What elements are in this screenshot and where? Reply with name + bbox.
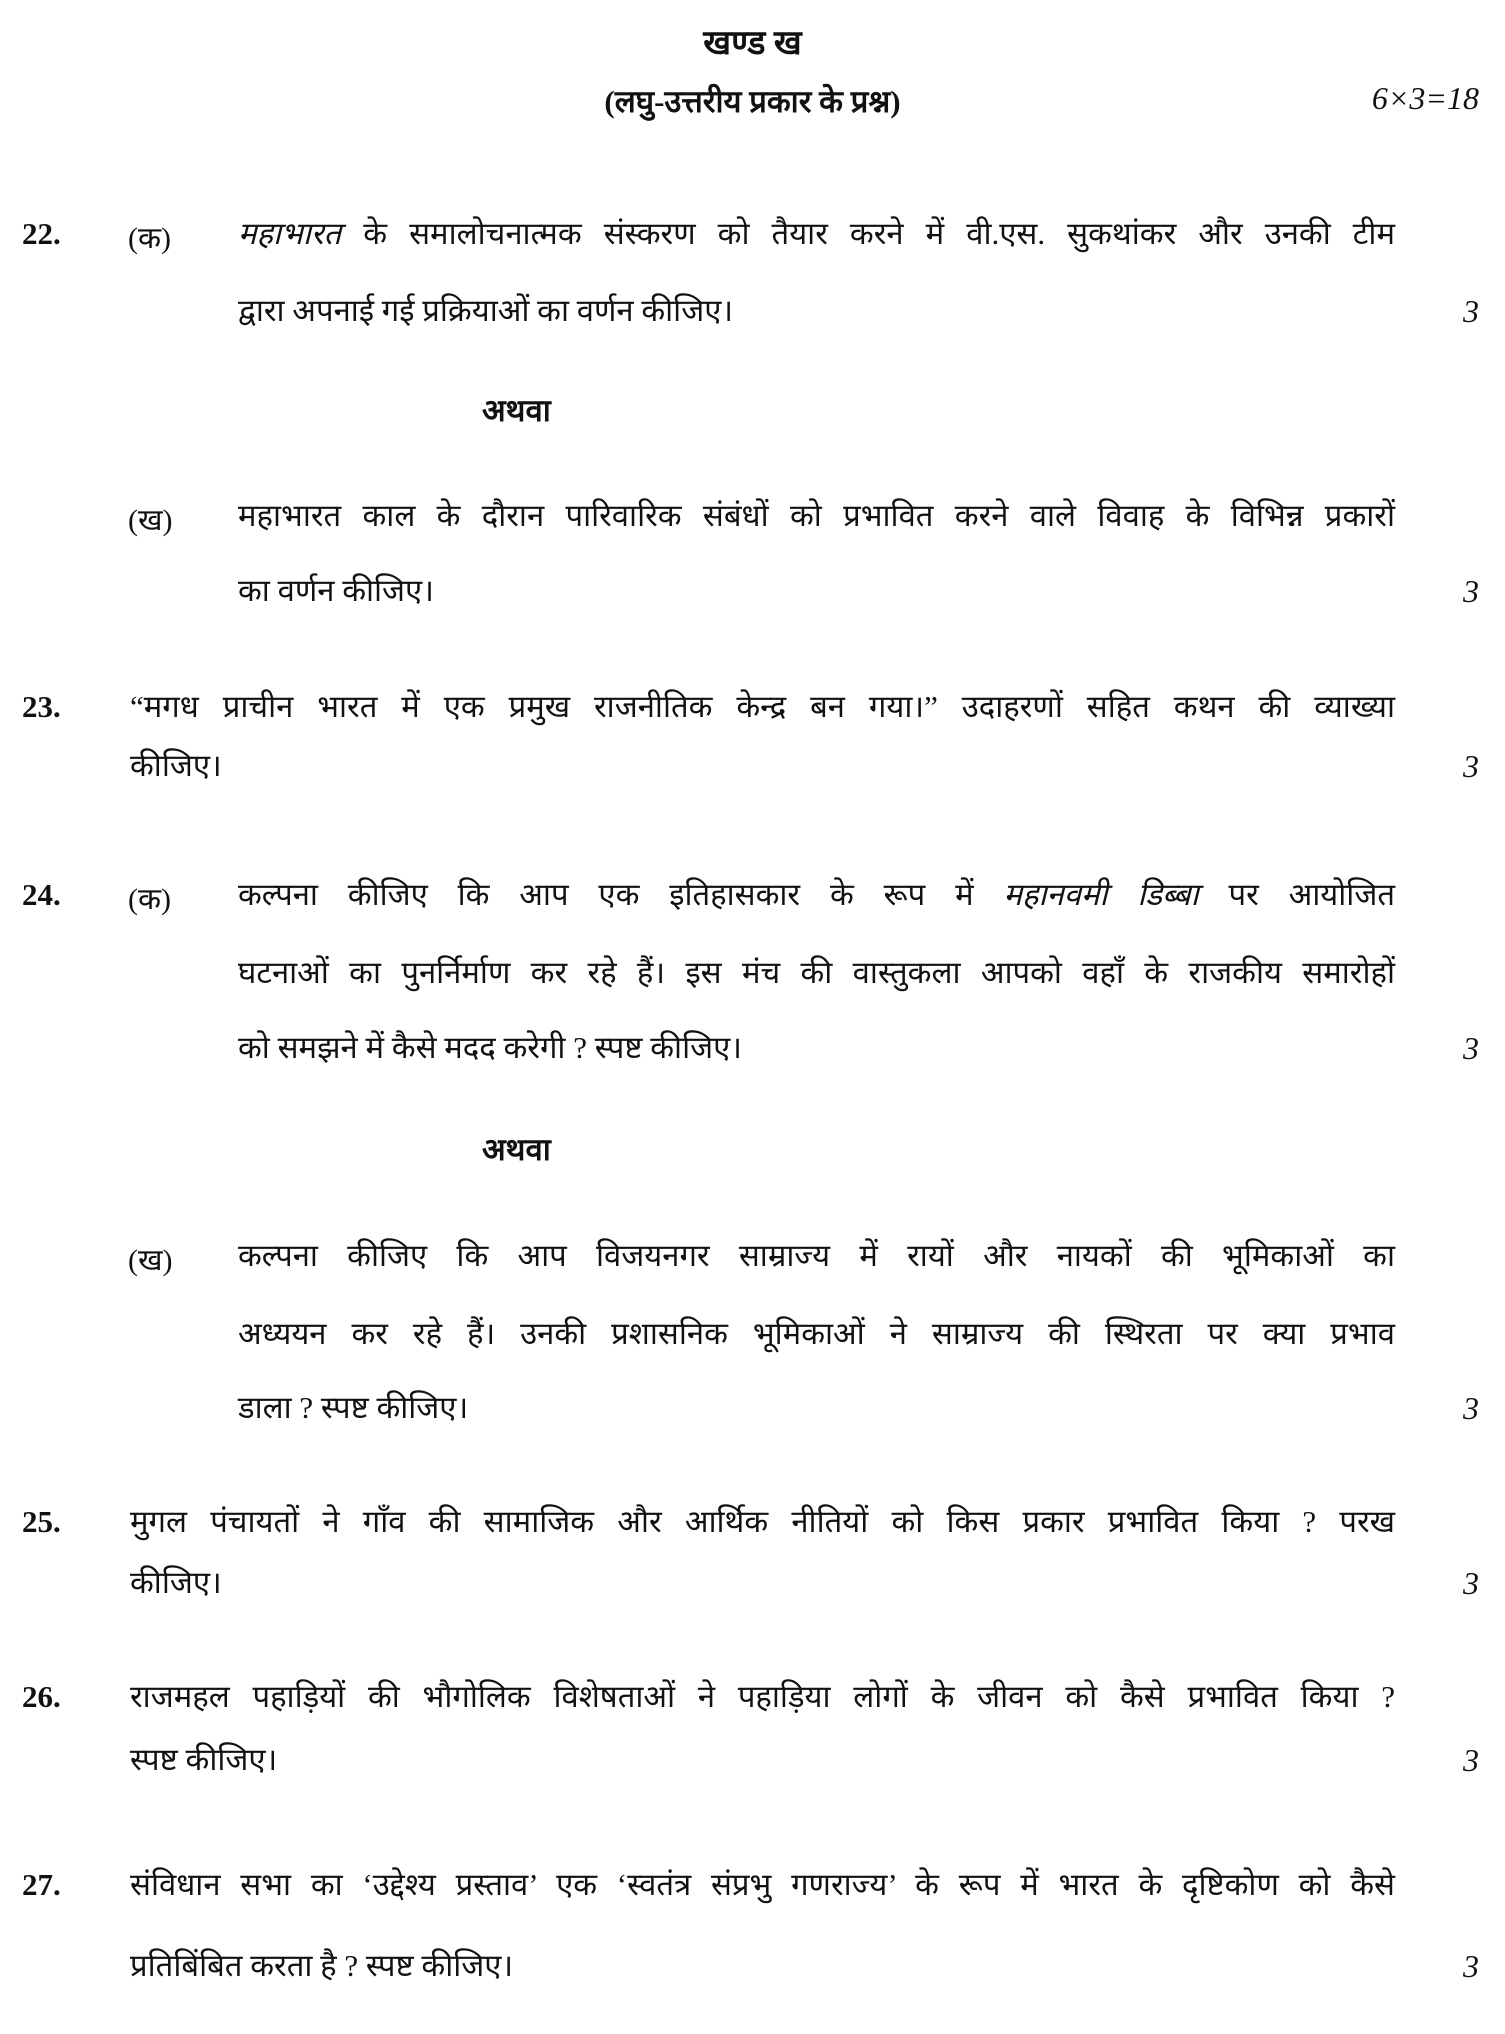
question-text-line [130,1563,222,1603]
text-segment: द्वारा अपनाई गई प्रक्रियाओं का वर्णन कीजिए। [238,293,734,328]
question-text-line [238,214,1395,254]
text-segment: पर आयोजित [1198,877,1395,912]
question-text-line [238,1236,1395,1276]
text-segment: के समालोचनात्मक संस्करण को तैयार करने में वी.एस. सुकथांकर और उनकी टीम [341,216,1395,251]
text-segment: कल्पना कीजिए कि आप विजयनगर साम्राज्य में रायों और नायकों की भूमिकाओं का [238,1238,1395,1273]
text-segment: कीजिए। [130,748,222,783]
or-separator: अथवा [482,1132,551,1167]
question-text-line [130,687,1395,727]
marks-label: 3 [1463,573,1479,609]
text-segment: राजमहल पहाड़ियों की भौगोलिक विशेषताओं ने पहाड़िया लोगों के जीवन को कैसे प्रभावित किया ? [130,1679,1395,1714]
question-text-line [238,1028,742,1068]
marks-label: 3 [1463,1742,1479,1778]
question-number: 24. [22,877,61,912]
question-text-line [238,1314,1395,1354]
text-segment: महाभारत काल के दौरान पारिवारिक संबंधों को प्रभावित करने वाले विवाह के विभिन्न प्रकारों [238,498,1395,533]
italic-term: महाभारत [238,216,342,251]
marks-label: 3 [1463,1948,1479,1984]
question-text-line [130,1946,513,1986]
question-number: 23. [22,689,61,724]
question-text-line [130,746,222,786]
marks-label: 3 [1463,748,1479,784]
text-segment: “मगध प्राचीन भारत में एक प्रमुख राजनीतिक केन्द्र बन गया।” उदाहरणों सहित कथन की व्याख्या [130,689,1395,724]
marks-label: 3 [1463,293,1479,329]
text-segment: कल्पना कीजिए कि आप एक इतिहासकार के रूप में [238,877,1004,912]
sub-question-label: (क) [128,222,172,255]
marks-label: 3 [1463,1390,1479,1426]
question-text-line [238,496,1395,536]
question-text-line [238,1388,468,1428]
text-segment: घटनाओं का पुनर्निर्माण कर रहे हैं। इस मंच की वास्तुकला आपको वहाँ के राजकीय समारोहों [238,955,1395,990]
question-text-line [130,1677,1395,1717]
text-segment: संविधान सभा का ‘उद्देश्य प्रस्ताव’ एक ‘स्वतंत्र संप्रभु गणराज्य’ के रूप में भारत के दृष्टिकोण को कैसे [130,1867,1395,1902]
text-segment: को समझने में कैसे मदद करेगी ? स्पष्ट कीजिए। [238,1030,742,1065]
question-text-line [238,571,434,611]
text-segment: का वर्णन कीजिए। [238,573,434,608]
text-segment: कीजिए। [130,1565,222,1600]
text-segment: स्पष्ट कीजिए। [130,1742,278,1777]
question-text-line [238,953,1395,993]
question-text-line [130,1740,277,1780]
text-segment: डाला ? स्पष्ट कीजिए। [238,1390,469,1425]
section-title: खण्ड ख [703,25,802,62]
question-text-line [130,1502,1395,1542]
or-separator: अथवा [482,393,551,428]
text-segment: प्रतिबिंबित करता है ? स्पष्ट कीजिए। [130,1948,514,1983]
text-segment: मुगल पंचायतों ने गाँव की सामाजिक और आर्थिक नीतियों को किस प्रकार प्रभावित किया ? परख [130,1504,1395,1539]
question-number: 25. [22,1504,61,1539]
question-text-line [238,291,733,331]
question-text-line [238,875,1395,915]
text-segment: अध्ययन कर रहे हैं। उनकी प्रशासनिक भूमिकाओं ने साम्राज्य की स्थिरता पर क्या प्रभाव [238,1316,1395,1351]
question-number: 26. [22,1679,61,1714]
marks-label: 3 [1463,1565,1479,1601]
section-subtitle: (लघु-उत्तरीय प्रकार के प्रश्न) [604,84,901,119]
sub-question-label: (ख) [128,1244,173,1277]
question-number: 27. [22,1867,61,1902]
section-marks: 6×3=18 [1371,80,1479,116]
question-number: 22. [22,216,61,251]
italic-term: महानवमी डिब्बा [1003,877,1199,912]
marks-label: 3 [1463,1030,1479,1066]
sub-question-label: (क) [128,883,172,916]
sub-question-label: (ख) [128,504,173,537]
question-text-line [130,1865,1395,1905]
